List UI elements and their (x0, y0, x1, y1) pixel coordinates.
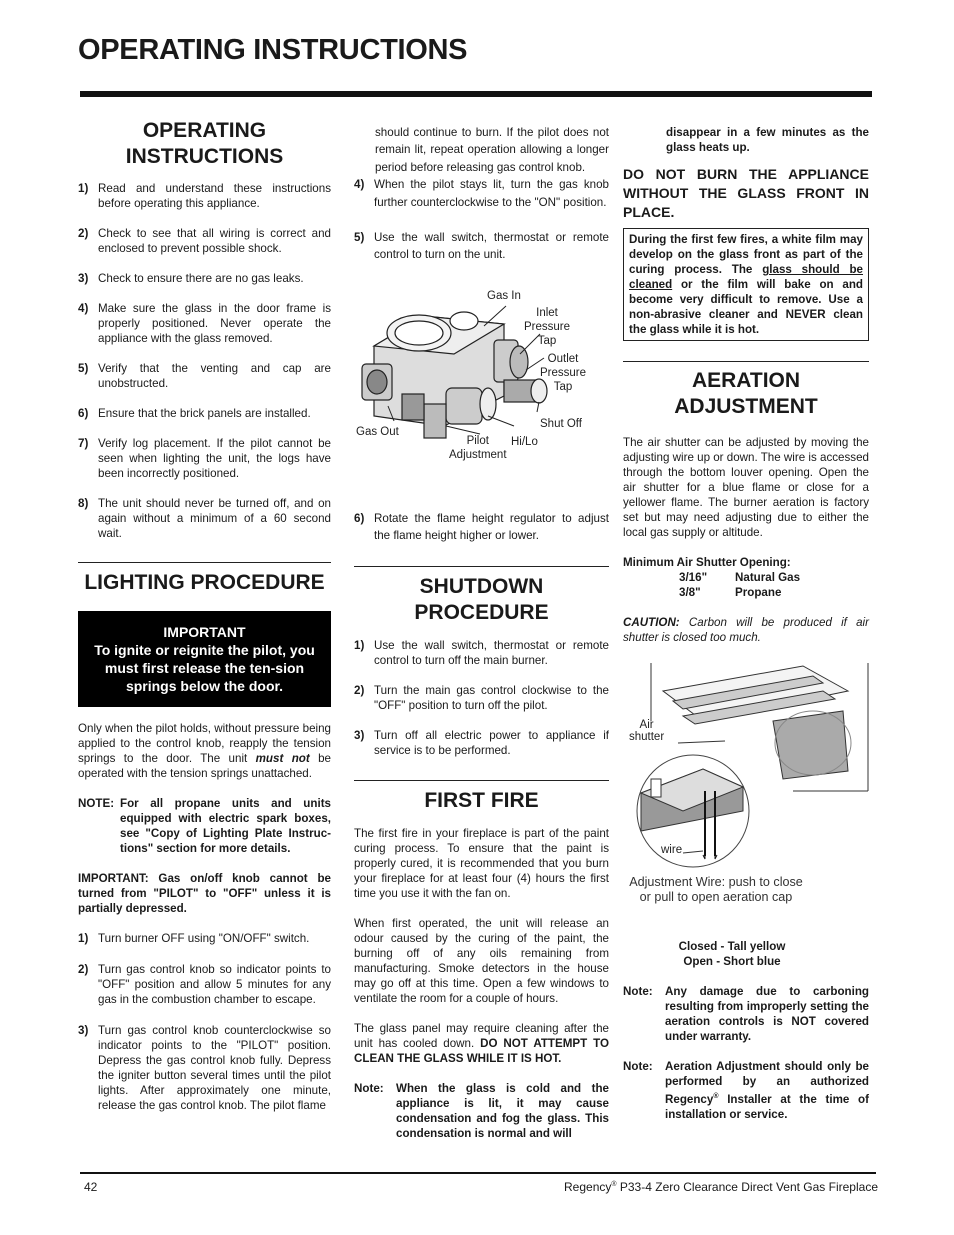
list-item: 2) Turn the main gas control clockwise to the "OFF" position to turn off the pilot. (354, 683, 609, 712)
first-fire-heading: FIRST FIRE (424, 788, 539, 812)
label-air-shutter: Air shutter (629, 719, 665, 743)
aeration-rule (623, 361, 869, 362)
operating-heading: OPERATING INSTRUCTIONS (125, 119, 284, 168)
list-item: 1) Turn burner OFF using "ON/OFF" switch. (78, 932, 310, 945)
condensation-note-cont: disappear in a few minutes as the glass heats up. (666, 126, 869, 154)
propane-note: NOTE: For all propane units and units equipped with electric spark boxes, see "Copy of Lighting Plate Instruc-tions" section for more details. (78, 797, 331, 855)
air-shutter-diagram (623, 661, 869, 873)
aeration-heading: AERATION ADJUSTMENT (674, 369, 818, 418)
white-film-box: During the first few fires, a white film may develop on the glass front as part of the curing process. The glass should be cleaned or the film will bake on and become very difficult to remove. Use a non-abrasive cleaner and NEVER clean the glass while it is hot. (623, 228, 869, 341)
list-item: 7) Verify log placement. If the pilot cannot be seen when lighting the unit, the logs have been incorrectly positioned. (78, 437, 331, 480)
footer-rule (80, 1172, 876, 1174)
table-row: 3/8" Propane (679, 586, 782, 599)
column-2 (354, 124, 609, 1141)
list-item: 1) Use the wall switch, thermostat or remote control to turn off the main burner. (354, 638, 609, 667)
gas-valve-diagram (354, 276, 609, 508)
list-item: 2) Turn gas control knob so indicator points to "OFF" position and allow 5 minutes for any gas in the combustion chamber to escape. (78, 963, 331, 1006)
list-item: 3) Check to ensure there are no gas leaks. (78, 272, 304, 285)
tension-paragraph: Only when the pilot holds, without pressure being applied to the control knob, reapply the tension springs to the door. The unit must not be operated with the tension springs unattached. (78, 722, 331, 780)
first-fire-p2: When first operated, the unit will release an odour caused by the curing of the paint, the burning off of any oils remaining from manufacturing. Smoke detectors in the house may go off at this time. Open a few windows to ventilate the room for a couple of hours. (354, 916, 609, 1005)
important-text: To ignite or reignite the pilot, you must first release the ten-sion springs below the door. (94, 642, 315, 694)
flame-open: Open - Short blue (683, 955, 781, 968)
list-item: 3) Turn off all electric power to appliance if service is to be performed. (354, 728, 609, 757)
list-item: 6) Rotate the flame height regulator to adjust the flame height higher or lower. (354, 511, 609, 543)
lighting-heading: LIGHTING PROCEDURE (84, 571, 325, 594)
column-1 (78, 118, 331, 1113)
installer-note: Note: Aeration Adjustment should only be performed by an authorized Regency® Installer at the time of installation or service. (623, 1060, 869, 1121)
page-title: OPERATING INSTRUCTIONS (78, 34, 468, 66)
list-item: 2) Check to see that all wiring is correct and enclosed to prevent possible shock. (78, 227, 331, 255)
shutdown-list (354, 638, 609, 758)
first-fire-p1: The first fire in your fireplace is part of the paint curing process. To ensure that the paint is properly cured, it is recommended that you burn your fireplace for at least four (4) hours the first time you use it with the fan on. (354, 826, 609, 900)
min-shutter-label: Minimum Air Shutter Opening: (623, 556, 791, 569)
footer-title: Regency® P33-4 Zero Clearance Direct Vent Gas Fireplace (564, 1180, 878, 1194)
aeration-paragraph: The air shutter can be adjusted by moving the adjusting wire up or down. The wire is accessed through the bottom louver opening. Open the air shutter for a blue flame or close for a yellower flame. The burner aeration is factory set but may need adjusting due to either the local gas supply or altitude. (623, 436, 869, 539)
first-fire-rule (354, 780, 609, 781)
flame-closed: Closed - Tall yellow (678, 940, 786, 953)
lighting-rule (78, 562, 331, 563)
table-row: 3/16" Natural Gas (679, 571, 801, 584)
shutter-table (623, 570, 869, 600)
label-outlet-pressure-tap: Outlet Pressure Tap (540, 352, 587, 393)
list-item: 8) The unit should never be turned off, and on again without a minimum of a 60 second wait. (78, 497, 331, 540)
label-inlet-pressure-tap: Inlet Pressure Tap (524, 306, 571, 347)
page-number: 42 (84, 1180, 98, 1194)
operating-list (78, 181, 331, 541)
list-item: 4) Make sure the glass in the door frame is properly positioned. Never operate the appliance with the glass removed. (78, 302, 331, 345)
label-shut-off: Shut Off (540, 417, 582, 430)
list-item: 3) Turn gas control knob counterclockwise so indicator points to the "PILOT" position. Depress the gas control knob fully. Depress the igniter button several times until the pilot lights. After approximately one minute, release the gas control knob. The pilot flame (78, 1024, 331, 1112)
important-note: IMPORTANT: Gas on/off knob cannot be turned from "PILOT" to "OFF" unless it is partially depressed. (78, 872, 331, 915)
lighting-list (78, 931, 331, 1113)
first-fire-p3: The glass panel may require cleaning after the unit has cooled down. DO NOT ATTEMPT TO CLEAN THE GLASS WHILE IT IS HOT. (354, 1021, 609, 1065)
label-wire: wire (661, 844, 683, 856)
list-item: 4) When the pilot stays lit, turn the gas knob further counterclockwise to the "ON" position. (354, 178, 609, 209)
label-hi-lo: Hi/Lo (511, 435, 538, 448)
glass-warning: DO NOT BURN THE APPLIANCE WITHOUT THE GLASS FRONT IN PLACE. (623, 166, 869, 220)
column-3 (623, 125, 869, 1122)
continued-text: should continue to burn. If the pilot does not remain lit, repeat operation allowing a longer period before releasing gas control knob. (375, 126, 609, 174)
important-box (78, 611, 331, 707)
shutdown-rule (354, 566, 609, 567)
list-item: 5) Use the wall switch, thermostat or remote control to turn on the unit. (354, 231, 609, 262)
important-title: IMPORTANT (163, 624, 246, 640)
title-rule (80, 91, 872, 97)
list-item: 5) Verify that the venting and cap are unobstructed. (78, 362, 331, 390)
label-pilot-adjustment: Pilot Adjustment (449, 434, 507, 461)
list-item: 6) Ensure that the brick panels are installed. (78, 407, 311, 420)
label-gas-out: Gas Out (356, 425, 399, 438)
condensation-note: Note: When the glass is cold and the appliance is lit, it may cause condensation and fog the glass. This condensation is normal and will (354, 1081, 609, 1140)
label-gas-in: Gas In (487, 289, 521, 302)
diagram-caption: Adjustment Wire: push to close or pull to open aeration cap (629, 875, 803, 904)
carbon-note: Note: Any damage due to carboning resulting from improperly setting the aeration controls is NOT covered under warranty. (623, 985, 869, 1043)
list-item: 1) Read and understand these instructions before operating this appliance. (78, 182, 331, 210)
air-shutter-illustration (623, 661, 869, 873)
shutdown-heading: SHUTDOWN PROCEDURE (414, 574, 549, 624)
caution-text: CAUTION: Carbon will be produced if air shutter is closed too much. (623, 616, 869, 644)
